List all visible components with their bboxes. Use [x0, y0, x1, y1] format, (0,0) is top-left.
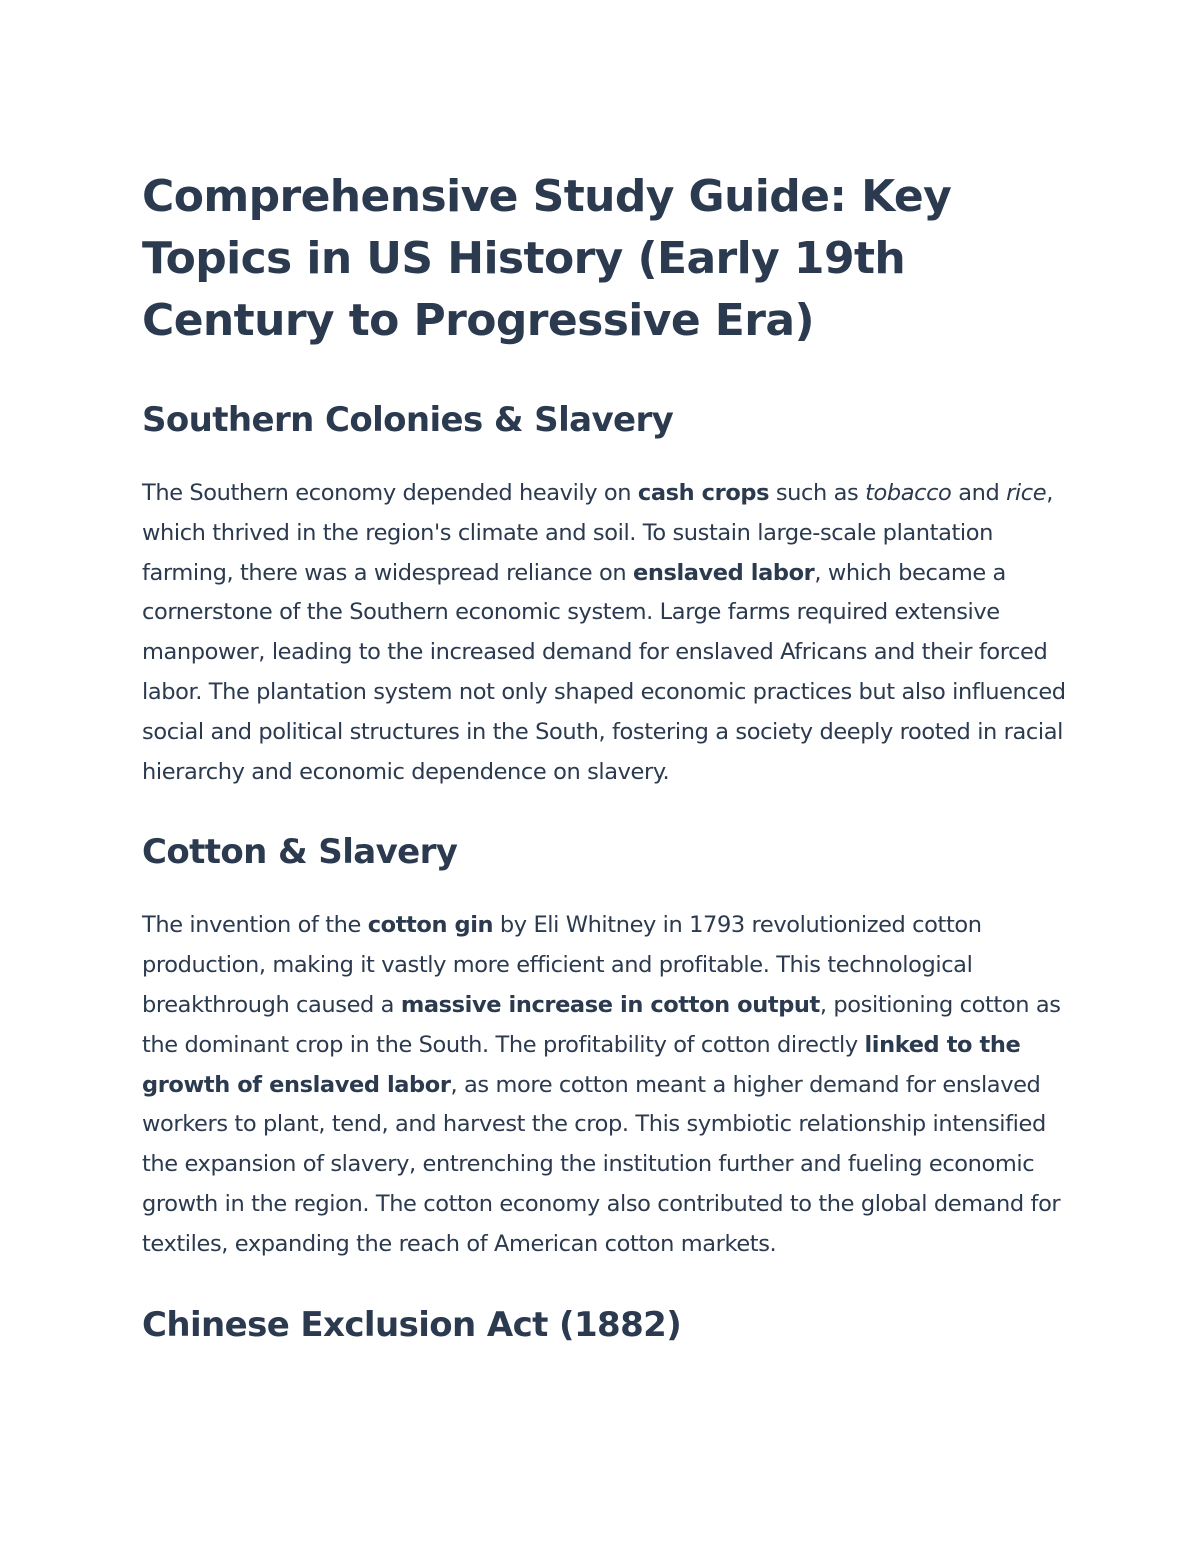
text-run: such as — [769, 480, 866, 506]
section-heading-chinese-exclusion-act: Chinese Exclusion Act (1882) — [142, 1304, 682, 1345]
bold-term-enslaved-labor: enslaved labor — [632, 559, 815, 586]
section-heading-southern-colonies: Southern Colonies & Slavery — [142, 400, 674, 440]
section-paragraph-cotton-slavery — [142, 906, 1067, 1264]
text-run: , as more cotton meant a higher demand for enslaved workers to plant, tend, and harvest the crop. This symbiotic relationship intensified the expansion of slavery, entrenching the institution further and fueling economic growth in the region. The cotton economy also contributed to the global demand for textiles, expanding the reach of American cotton markets. — [142, 1071, 1061, 1257]
bold-term-cotton-gin: cotton gin — [367, 912, 494, 939]
text-run: , which became a cornerstone of the Southern economic system. Large farms required extensive manpower, leading to the increased demand for enslaved Africans and their forced labor. The plantation system not only shaped economic practices but also influenced social and political structures in the South, fostering a society deeply rooted in racial hierarchy and economic dependence on slavery. — [142, 559, 1066, 785]
section-heading-cotton-slavery: Cotton & Slavery — [142, 832, 458, 873]
bold-term-cash-crops: cash crops — [637, 480, 770, 506]
text-run: by Eli Whitney in 1793 revolutionized cotton production, making it vastly more efficient and profitable. This technological breakthrough caused a — [142, 912, 982, 1018]
text-run: , which thrived in the region's climate and soil. To sustain large-scale plantation farming, there was a widespread reliance on — [142, 480, 1053, 586]
italic-term-tobacco: tobacco — [865, 480, 952, 506]
document-title: Comprehensive Study Guide: Key Topics in US History (Early 19th Century to Progressive Era) — [142, 171, 952, 346]
text-run: , positioning cotton as the dominant crop in the South. The profitability of cotton directly — [142, 991, 1061, 1058]
text-run: The Southern economy depended heavily on — [142, 480, 638, 506]
text-run: The invention of the — [142, 912, 368, 939]
bold-term-massive-increase: massive increase in cotton output — [400, 991, 820, 1018]
section-paragraph-southern-colonies — [142, 474, 1067, 792]
italic-term-rice: rice — [1006, 480, 1047, 506]
document-page — [142, 166, 1067, 1355]
text-run: and — [951, 480, 1007, 506]
bold-term-linked-growth: linked to the growth of enslaved labor — [142, 1031, 1021, 1098]
